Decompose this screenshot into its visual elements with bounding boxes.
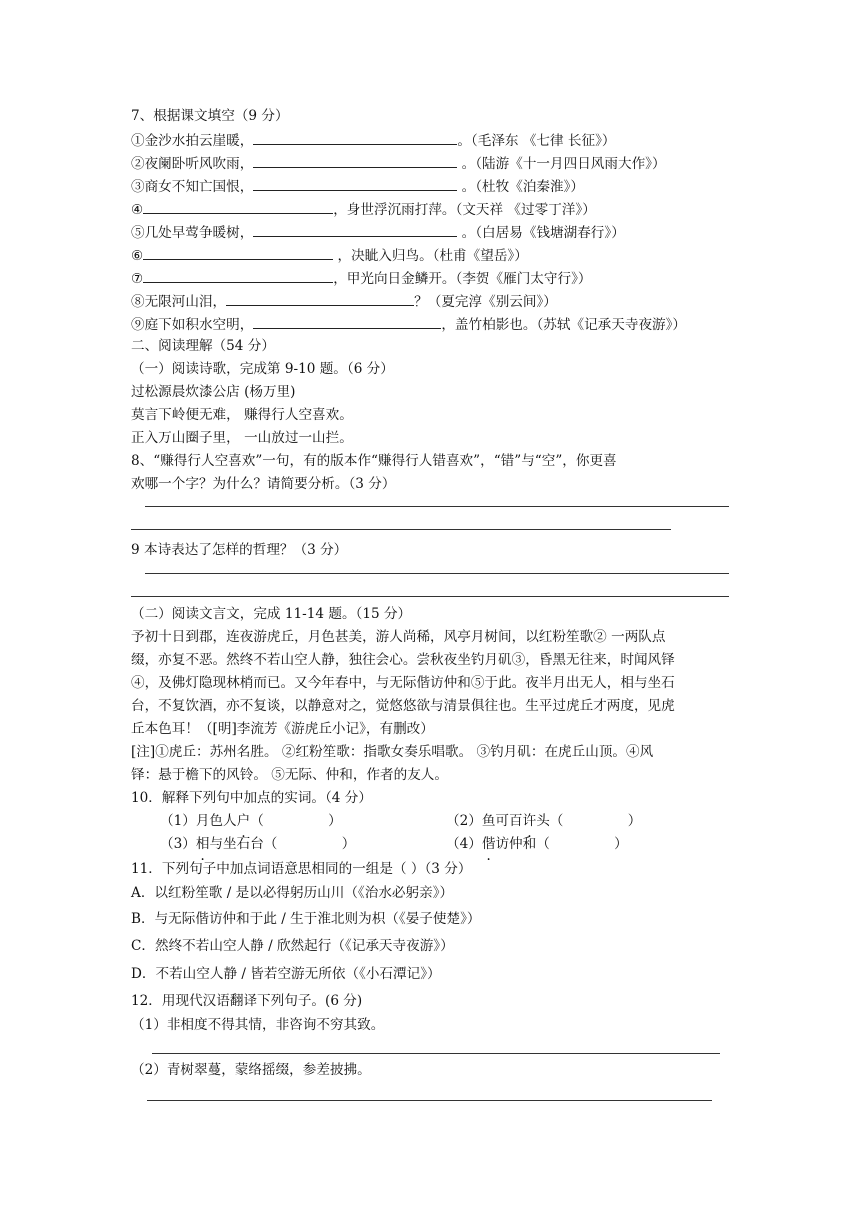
q8-line-1: 8、“赚得行人空喜欢”一句，有的版本作“赚得行人错喜欢”，“错”与“空”，你更喜 xyxy=(131,453,617,469)
q10-item-3: （3）相与坐石台（ ） xyxy=(160,836,356,852)
q7-item-6: ⑥ ，决眦入归鸟。（杜甫《望岳》） xyxy=(131,245,528,265)
q9-question: 9 本诗表达了怎样的哲理？（3 分） xyxy=(131,542,348,558)
passage-line-1: 予初十日到郡，连夜游虎丘，月色甚美，游人尚稀，风亭月树间，以红粉笙歌② 一两队点 xyxy=(131,629,666,645)
answer-line[interactable] xyxy=(131,596,729,597)
part-1-title: （一）阅读诗歌，完成第 9-10 题。（6 分） xyxy=(131,361,394,377)
q8-line-2: 欢哪一个字？为什么？请简要分析。（3 分） xyxy=(131,476,396,492)
q12-sentence-2: （2）青树翠蔓，蒙络摇缀，参差披拂。 xyxy=(131,1062,371,1078)
answer-blank[interactable] xyxy=(143,245,333,260)
q7-item-8: ⑧无限河山泪， ？（夏完淳《别云间》） xyxy=(131,291,557,311)
answer-blank[interactable] xyxy=(253,176,457,191)
answer-blank[interactable] xyxy=(253,314,441,329)
q11-option-b[interactable]: B．与无际偕访仲和于此 / 生于淮北则为枳（《晏子使楚》） xyxy=(131,911,481,927)
q7-item-4: ④ ，身世浮沉雨打萍。（文天祥 《过零丁洋》） xyxy=(131,199,596,219)
q7-item-1: ①金沙水拍云崖暖， 。（毛泽东 《七律 长征》） xyxy=(131,130,616,150)
answer-blank[interactable] xyxy=(143,199,333,214)
poem-line-1: 莫言下岭便无难， 赚得行人空喜欢。 xyxy=(131,407,353,423)
answer-line[interactable] xyxy=(131,529,671,530)
q12-title: 12．用现代汉语翻译下列句子。(6 分) xyxy=(131,993,363,1009)
q11-option-d[interactable]: D．不若山空人静 / 皆若空游无所依（《小石潭记》） xyxy=(131,966,441,982)
q10-item-2: （2）鱼可百许头（ ） xyxy=(446,813,642,829)
q11-option-a[interactable]: A．以红粉笙歌 / 是以必得躬历山川（《治水必躬亲》） xyxy=(131,885,454,901)
part-2-title: （二）阅读文言文，完成 11-14 题。（15 分） xyxy=(131,606,412,622)
q7-item-9: ⑨庭下如积水空明， ，盖竹柏影也。（苏轼《记承天寺夜游》） xyxy=(131,314,686,334)
q10-item-1: （1）月色人户（ ） xyxy=(160,813,342,829)
answer-line[interactable] xyxy=(145,506,729,507)
q11-option-c[interactable]: C．然终不若山空人静 / 欣然起行（《记承天寺夜游》） xyxy=(131,938,454,954)
note-line-1: [注]①虎丘：苏州名胜。 ②红粉笙歌：指歌女奏乐唱歌。 ③钓月矶：在虎丘山顶。④风 xyxy=(131,744,654,760)
q7-item-5: ⑤几处早莺争暖树， 。（白居易《钱塘湖春行》） xyxy=(131,222,625,242)
answer-blank[interactable] xyxy=(253,222,457,237)
passage-line-4: 台，不复饮酒，亦不复谈，以静意对之，觉悠悠欲与清景俱往也。生平过虎丘才两度，见虎 xyxy=(131,698,675,714)
answer-blank[interactable] xyxy=(226,291,414,306)
passage-line-2: 缀，亦复不恶。然终不若山空人静，独往会心。尝秋夜坐钓月矶③，昏黑无往来，时闻风铎 xyxy=(131,652,675,668)
answer-blank[interactable] xyxy=(253,153,457,168)
q10-title: 10．解释下列句中加点的实词。（4 分） xyxy=(131,790,372,806)
poem-title: 过松源晨炊漆公店 (杨万里) xyxy=(131,384,296,400)
q7-item-3: ③商女不知亡国恨， 。（杜牧《泊秦淮》） xyxy=(131,176,584,196)
answer-line[interactable] xyxy=(145,573,729,574)
q7-title: 7、根据课文填空（9 分） xyxy=(131,108,289,124)
poem-line-2: 正入万山圈子里， 一山放过一山拦。 xyxy=(131,430,353,446)
passage-line-5: 丘本色耳！（[明]李流芳《游虎丘小记》，有删改） xyxy=(131,721,434,737)
passage-line-3: ④，及佛灯隐现林梢而已。又今年春中，与无际偕访仲和⑤于此。夜半月出无人，相与坐石 xyxy=(131,675,675,691)
q10-item-4: （4）偕访仲和（ ） xyxy=(446,836,628,852)
note-line-2: 铎：悬于檐下的风铃。 ⑤无际、仲和，作者的友人。 xyxy=(131,767,448,783)
q7-item-2: ②夜阑卧听风吹雨， 。（陆游《十一月四日风雨大作》） xyxy=(131,153,666,173)
q7-item-7: ⑦ ，甲光向日金鳞开。（李贺《雁门太守行》） xyxy=(131,268,591,288)
answer-blank[interactable] xyxy=(143,268,333,283)
section-2-title: 二、阅读理解（54 分） xyxy=(131,338,275,354)
answer-line[interactable] xyxy=(147,1100,712,1101)
answer-line[interactable] xyxy=(152,1053,720,1054)
q12-sentence-1: （1）非相度不得其情，非咨询不穷其致。 xyxy=(131,1017,385,1033)
q11-title: 11．下列句子中加点词语意思相同的一组是（ ）（3 分） xyxy=(131,861,472,877)
answer-blank[interactable] xyxy=(253,130,457,145)
